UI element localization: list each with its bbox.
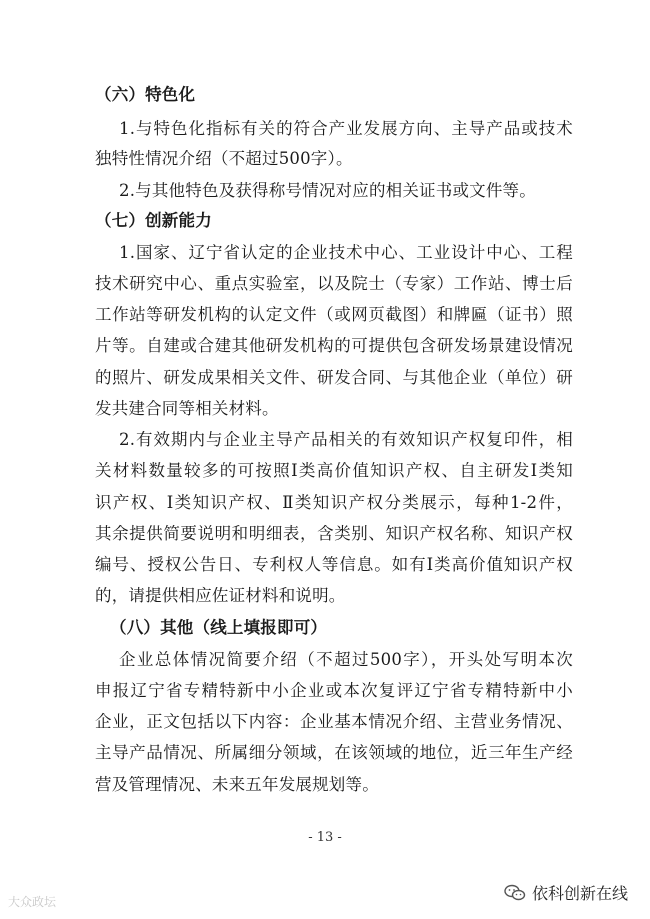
text-line: 其余提供简要说明和明细表，含类别、知识产权名称、知识产权 (95, 524, 573, 543)
text-line: 2.与其他特色及获得称号情况对应的相关证书或文件等。 (119, 181, 536, 200)
text-line: 独特性情况介绍（不超过500字）。 (95, 149, 353, 168)
text-line: 编号、授权公告日、专利权人等信息。如有Ⅰ类高价值知识产权 (95, 555, 573, 574)
text-line: 的照片、研发成果相关文件、研发合同、与其他企业（单位）研 (95, 368, 573, 387)
text-line: 申报辽宁省专精特新中小企业或本次复评辽宁省专精特新中小 (95, 681, 573, 700)
watermark-left: 大众政坛 (8, 895, 57, 909)
text-line: 1.国家、辽宁省认定的企业技术中心、工业设计中心、工程 (119, 243, 573, 262)
text-line: 识产权、Ⅰ类知识产权、Ⅱ类知识产权分类展示，每种1-2件， (95, 493, 573, 512)
text-line: 营及管理情况、未来五年发展规划等。 (95, 775, 379, 794)
page-number: - 13 - (308, 830, 342, 845)
text-line: 技术研究中心、重点实验室，以及院士（专家）工作站、博士后 (95, 274, 573, 293)
section-heading-7: （七）创新能力 (95, 211, 212, 230)
text-line: 关材料数量较多的可按照Ⅰ类高价值知识产权、自主研发Ⅰ类知 (95, 461, 573, 480)
watermark-right-text: 依科创新在线 (531, 884, 628, 903)
text-line: 主导产品情况、所属细分领域，在该领域的地位，近三年生产经 (95, 743, 573, 762)
text-line: 的，请提供相应佐证材料和说明。 (95, 586, 346, 605)
section-heading-6: （六）特色化 (95, 85, 196, 104)
text-line: 工作站等研发机构的认定文件（或网页截图）和牌匾（证书）照 (95, 305, 573, 324)
text-line: 企业，正文包括以下内容：企业基本情况介绍、主营业务情况、 (95, 712, 573, 731)
watermark-right (504, 881, 628, 904)
text-line: 发共建合同等相关材料。 (95, 399, 279, 418)
text-line: 企业总体情况简要介绍（不超过500字），开头处写明本次 (119, 650, 573, 669)
text-line: 片等。自建或合建其他研发机构的可提供包含研发场景建设情况 (95, 336, 573, 355)
text-line: 2.有效期内与企业主导产品相关的有效知识产权复印件，相 (119, 430, 573, 449)
section-heading-8: （八）其他（线上填报即可） (110, 618, 328, 637)
wechat-icon (504, 884, 526, 902)
text-line: 1.与特色化指标有关的符合产业发展方向、主导产品或技术 (119, 119, 573, 138)
